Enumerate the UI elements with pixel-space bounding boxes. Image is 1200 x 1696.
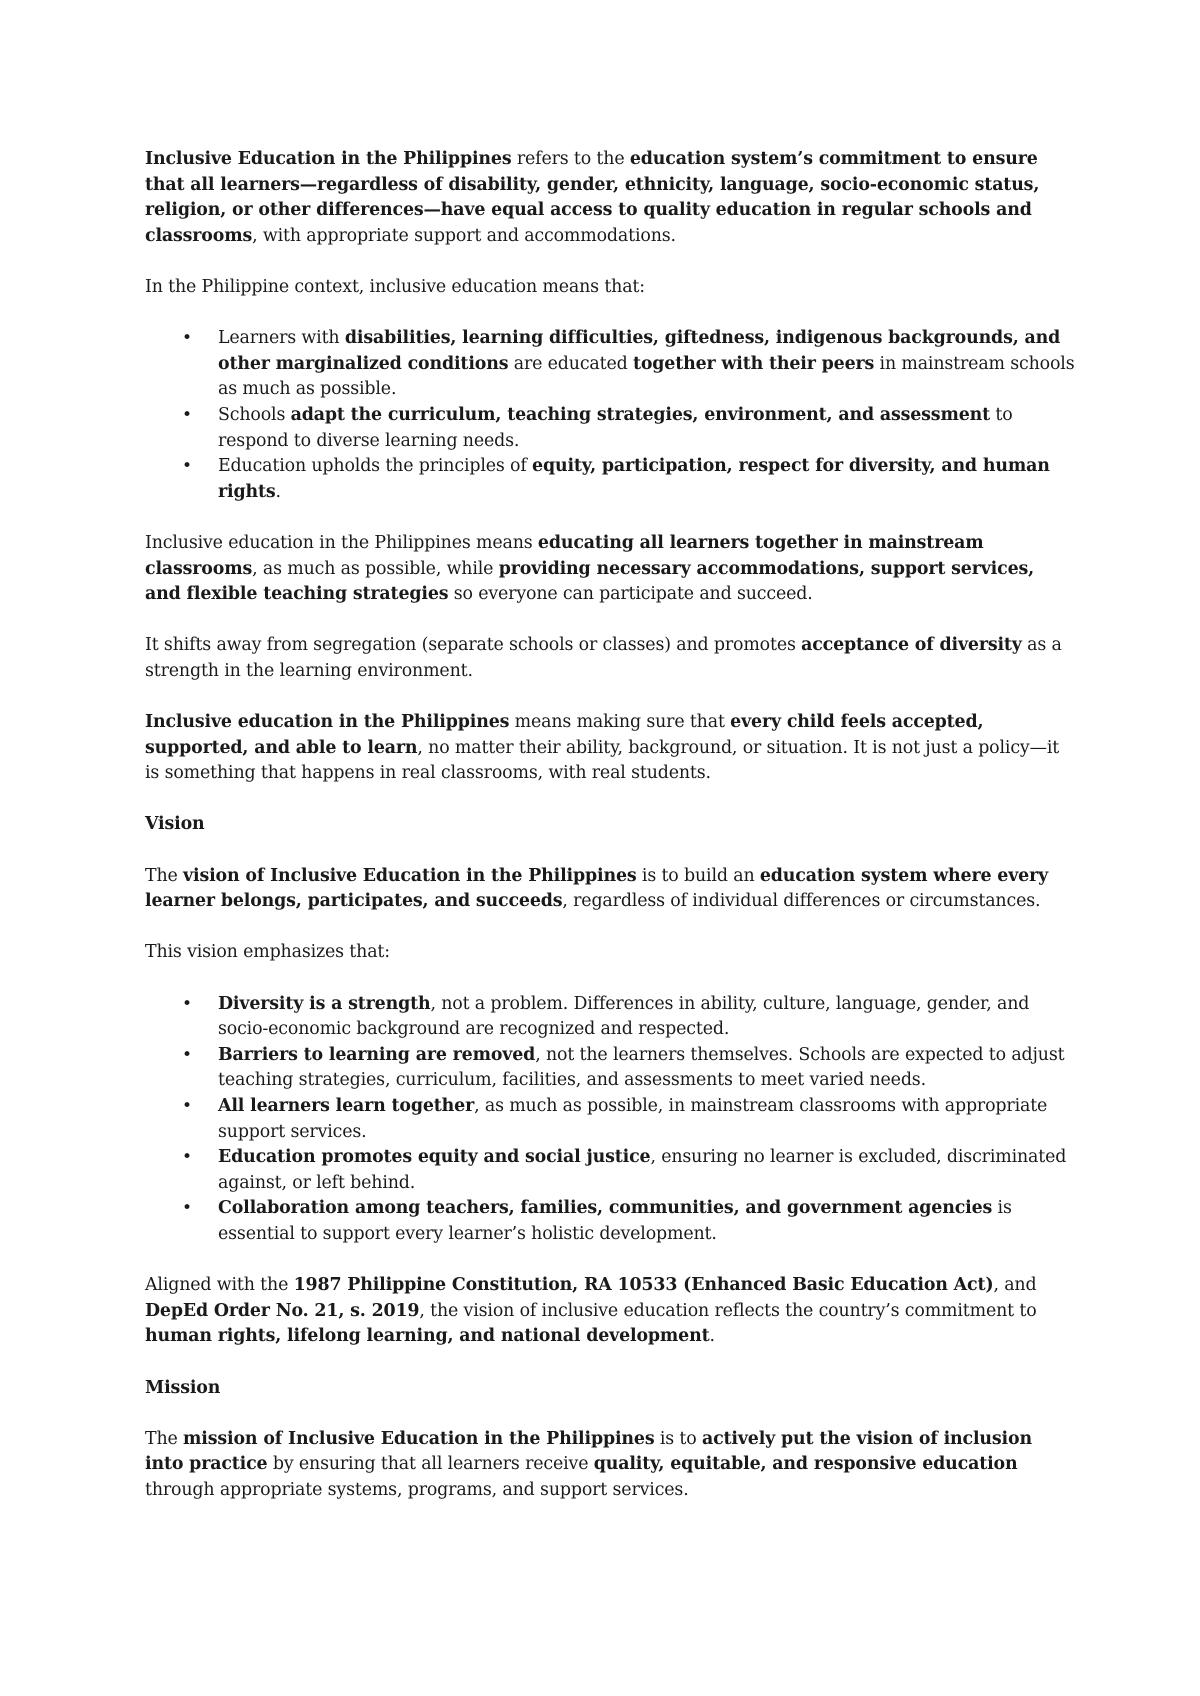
para-bold: providing necessary accommodations, support services, and flexible teaching strategies bbox=[145, 558, 1035, 605]
context-list bbox=[145, 326, 1075, 505]
para-text: is to build an bbox=[636, 865, 760, 886]
vision-paragraph bbox=[145, 864, 1075, 915]
para-text: , as much as possible, while bbox=[252, 558, 499, 579]
list-bold: Collaboration among teachers, families, communities, and government agencies bbox=[218, 1198, 993, 1219]
list-item bbox=[218, 1196, 1075, 1247]
list-bold: disabilities, learning difficulties, giftedness, indigenous backgrounds, and other marginalized conditions bbox=[218, 328, 1061, 374]
para-text: through appropriate systems, programs, and support services. bbox=[145, 1479, 689, 1500]
para-bold: vision of Inclusive Education in the Philippines bbox=[183, 865, 637, 886]
context-lead: In the Philippine context, inclusive education means that: bbox=[145, 276, 645, 297]
intro-paragraph bbox=[145, 147, 1075, 249]
list-item bbox=[218, 1145, 1075, 1196]
list-bold: Diversity is a strength bbox=[218, 993, 431, 1014]
para-text: The bbox=[145, 865, 184, 886]
list-bold: together with their peers bbox=[632, 353, 875, 374]
list-text: in mainstream schools as much as possible. bbox=[218, 353, 1075, 400]
vision-heading: Vision bbox=[145, 814, 205, 835]
list-text: , as much as possible, in mainstream classrooms with appropriate support services. bbox=[218, 1095, 1048, 1142]
para-bold: actively put the vision of inclusion into practice bbox=[145, 1428, 1032, 1475]
mission-heading: Mission bbox=[145, 1377, 221, 1398]
list-text: , ensuring no learner is excluded, discriminated against, or left behind. bbox=[218, 1147, 1067, 1193]
vision-list bbox=[145, 992, 1075, 1248]
aligned-paragraph bbox=[145, 1273, 1075, 1350]
para-bold: 1987 Philippine Constitution, RA 10533 (Enhanced Basic Education Act) bbox=[293, 1275, 994, 1296]
vision-lead: This vision emphasizes that: bbox=[145, 942, 390, 963]
para-text: as a strength in the learning environment. bbox=[145, 635, 1062, 681]
every-child-paragraph bbox=[145, 710, 1075, 787]
list-bold: adapt the curriculum, teaching strategies, environment, and assessment bbox=[290, 404, 990, 425]
list-item bbox=[218, 992, 1075, 1043]
list-text: Learners with bbox=[218, 328, 345, 349]
list-text: to respond to diverse learning needs. bbox=[218, 404, 1013, 451]
para-bold: every child feels accepted, supported, and able to learn bbox=[145, 712, 984, 758]
list-item bbox=[218, 454, 1075, 505]
para-text: Aligned with the bbox=[145, 1275, 294, 1296]
list-text: . bbox=[275, 481, 281, 502]
list-text: is essential to support every learner’s holistic development. bbox=[218, 1198, 1012, 1244]
para-text: Inclusive education in the Philippines means bbox=[145, 532, 538, 553]
document-page bbox=[145, 147, 1075, 1529]
para-text: It shifts away from segregation (separate schools or classes) and promotes bbox=[145, 635, 802, 656]
intro-text: refers to the bbox=[511, 149, 630, 169]
para-text: so everyone can participate and succeed. bbox=[448, 584, 813, 605]
intro-bold-commitment: education system’s commitment to ensure that all learners—regardless of disability, gender, ethnicity, language, socio-economic status, religion, or other differences—have equal access to quality education in regular schools and classrooms bbox=[145, 149, 1040, 246]
para-text: , the vision of inclusive education reflects the country’s commitment to bbox=[419, 1300, 1037, 1321]
para-text: The bbox=[145, 1428, 184, 1449]
list-text: Education upholds the principles of bbox=[218, 456, 533, 477]
para-bold: human rights, lifelong learning, and national development bbox=[145, 1326, 710, 1347]
para-bold: education system where every learner belongs, participates, and succeeds bbox=[145, 865, 1049, 912]
list-bold: All learners learn together bbox=[218, 1095, 475, 1116]
para-text: . bbox=[709, 1326, 715, 1347]
list-bold: Education promotes equity and social justice bbox=[218, 1147, 651, 1168]
list-bold: equity, participation, respect for diversity, and human rights bbox=[218, 456, 1050, 502]
para-bold: quality, equitable, and responsive education bbox=[593, 1454, 1018, 1475]
segregation-paragraph bbox=[145, 633, 1075, 684]
list-item bbox=[218, 403, 1075, 454]
para-bold: Inclusive education in the Philippines bbox=[145, 712, 510, 733]
list-item bbox=[218, 1094, 1075, 1145]
list-item bbox=[218, 1043, 1075, 1094]
list-text: are educated bbox=[508, 353, 633, 374]
para-bold: acceptance of diversity bbox=[801, 635, 1022, 656]
para-text: by ensuring that all learners receive bbox=[267, 1454, 594, 1475]
para-bold: mission of Inclusive Education in the Philippines bbox=[183, 1428, 655, 1449]
para-text: is to bbox=[654, 1428, 702, 1449]
para-text: , no matter their ability, background, or situation. It is not just a policy—it is something that happens in real classrooms, with real students. bbox=[145, 737, 1060, 784]
mission-paragraph bbox=[145, 1427, 1075, 1504]
list-item bbox=[218, 326, 1075, 403]
para-bold: DepEd Order No. 21, s. 2019 bbox=[145, 1300, 420, 1321]
list-text: , not a problem. Differences in ability, culture, language, gender, and socio-economic background are recognized and respected. bbox=[218, 993, 1030, 1040]
list-text: , not the learners themselves. Schools are expected to adjust teaching strategies, curriculum, facilities, and assessments to meet varied needs. bbox=[218, 1044, 1065, 1091]
para-text: , regardless of individual differences or circumstances. bbox=[562, 891, 1041, 912]
para-bold: educating all learners together in mainstream classrooms bbox=[145, 532, 984, 579]
list-bold: Barriers to learning are removed bbox=[218, 1044, 536, 1065]
intro-bold-title: Inclusive Education in the Philippines bbox=[145, 149, 512, 169]
para-text: means making sure that bbox=[509, 712, 731, 733]
para-text: , and bbox=[993, 1275, 1037, 1296]
list-text: Schools bbox=[218, 404, 291, 425]
mainstream-paragraph bbox=[145, 531, 1075, 608]
intro-text-end: , with appropriate support and accommodations. bbox=[252, 225, 676, 246]
